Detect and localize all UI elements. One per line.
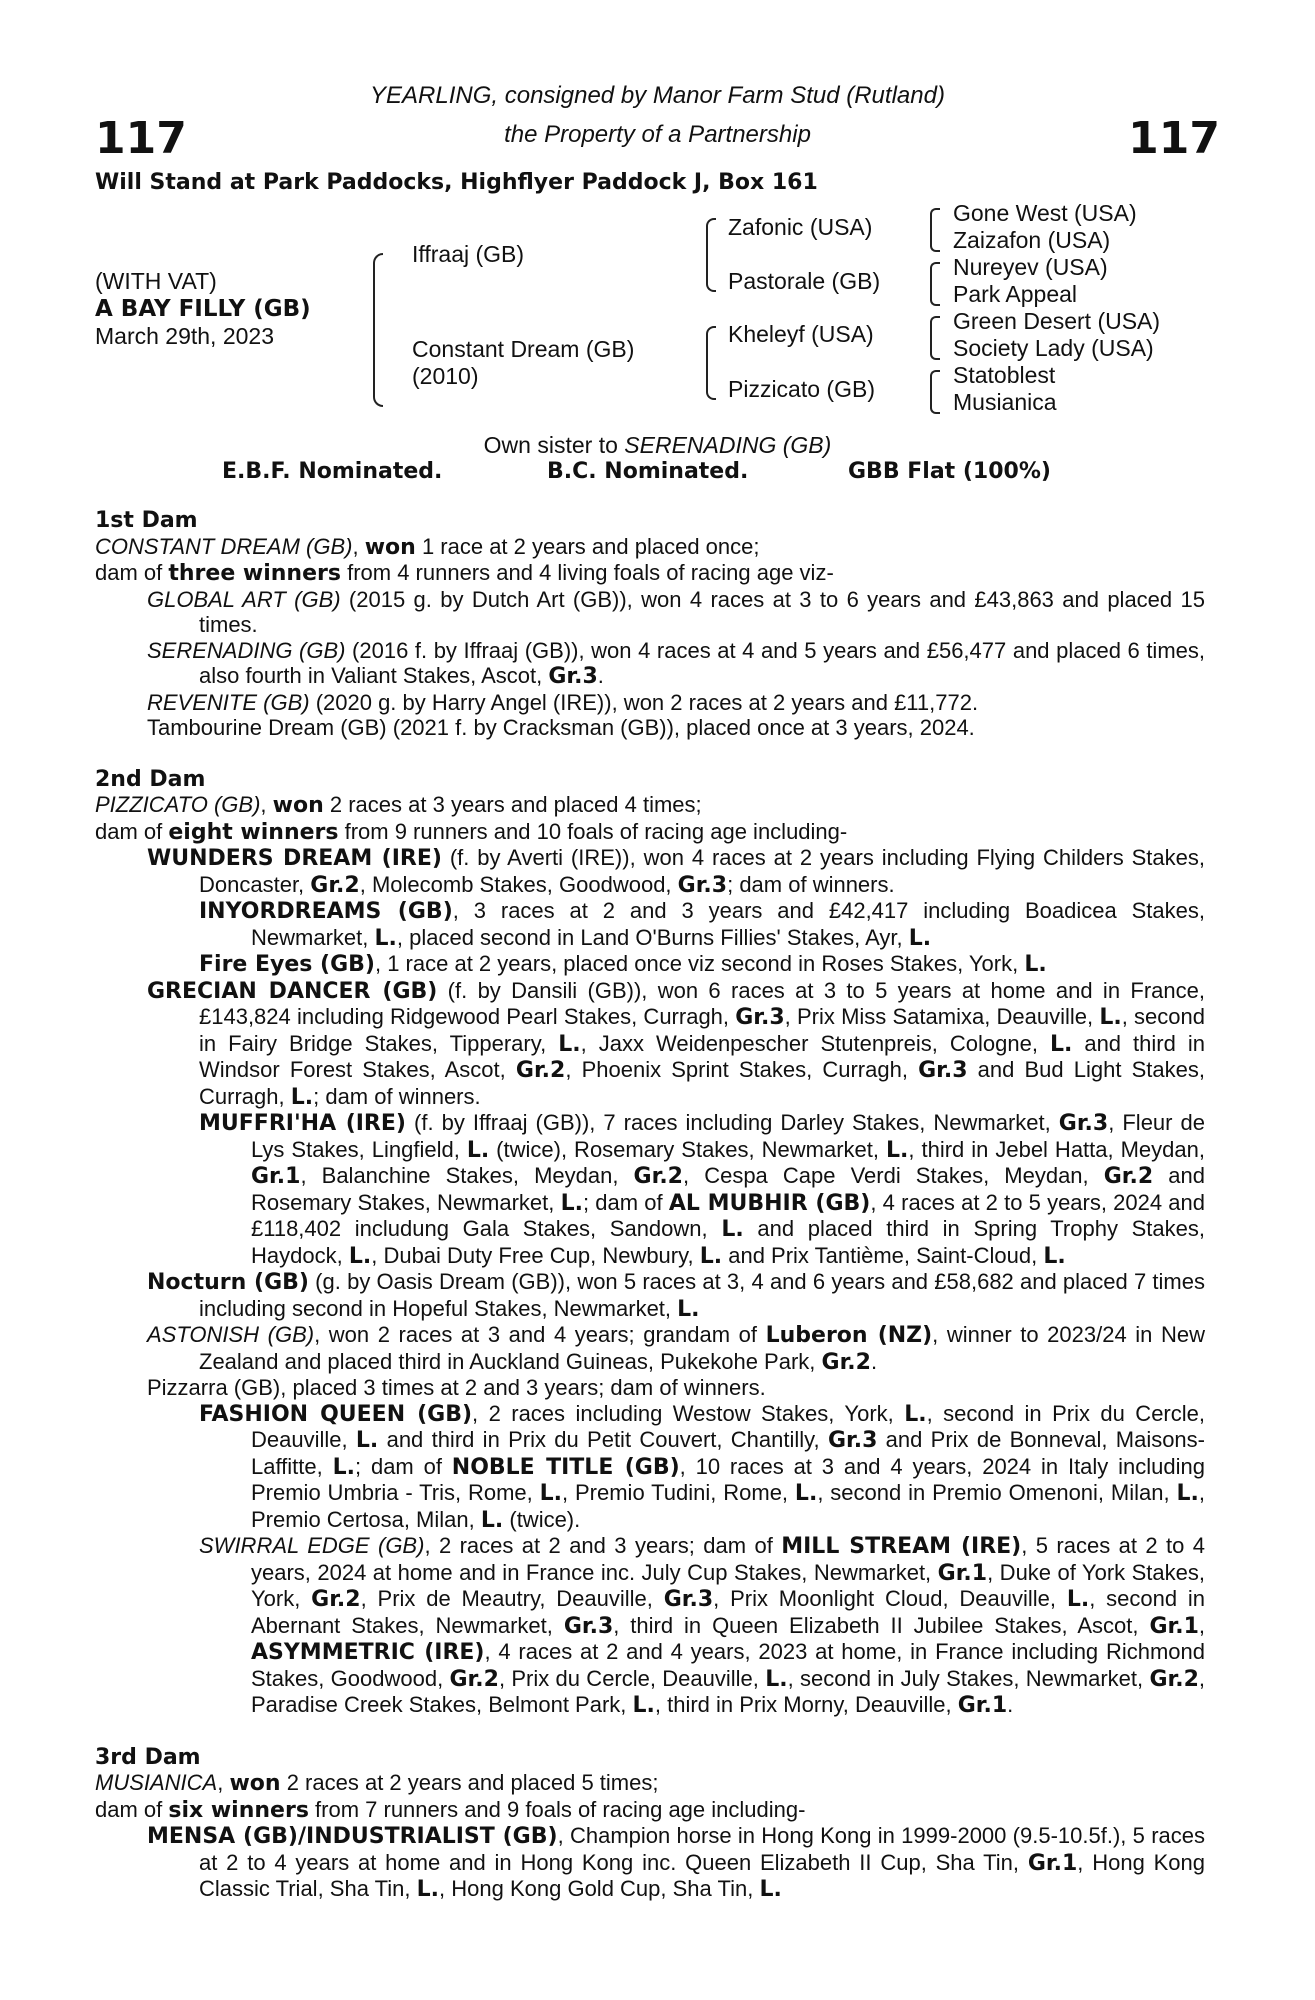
produce-entry: SWIRRAL EDGE (GB), 2 races at 2 and 3 years; dam of MILL STREAM (IRE), 5 races at 2 to 4 years, 2024 at home and in France inc. July Cup Stakes, Newmarket, Gr.1, Duke of York Stakes, York, Gr.2, Prix de Meautry, Deauville, Gr.3, Prix Moonlight Cloud, Deauville, L., second in Abernant Stakes, Newmarket, Gr.3, third in Queen Elizabeth II Jubilee Stakes, Ascot, Gr.1, ASYMMETRIC (IRE), 4 races at 2 and 4 years, 2023 at home, in France including Richmond Stakes, Goodwood, Gr.2, Prix du Cercle, Deauville, L., second in July Stakes, Newmarket, Gr.2, Paradise Creek Stakes, Belmont Park, L., third in Prix Morny, Deauville, Gr.1. [199, 1533, 1206, 1718]
third-dam-heading: 3rd Dam [95, 1744, 201, 1770]
pedigree-brace-dam [706, 326, 716, 400]
pedigree-brace-sire [706, 218, 716, 292]
third-dam-line: MUSIANICA, won 2 races at 2 years and placed 5 times; [95, 1770, 659, 1796]
gen3-6: Society Lady (USA) [953, 335, 1154, 361]
vat-label: (WITH VAT) [95, 268, 217, 294]
horse-name: A BAY FILLY (GB) [95, 296, 311, 322]
dam-records [95, 508, 1205, 1903]
second-dam-heading: 2nd Dam [95, 766, 206, 792]
gen3-7: Statoblest [953, 362, 1056, 388]
lot-number-right: 117 [1128, 113, 1220, 164]
pedigree-brace-g4 [930, 370, 940, 414]
produce-entry: Fire Eyes (GB), 1 race at 2 years, placed once viz second in Roses Stakes, York, L. [199, 951, 1047, 977]
gen3-5: Green Desert (USA) [953, 308, 1161, 334]
produce-entry: Pizzarra (GB), placed 3 times at 2 and 3 years; dam of winners. [147, 1375, 766, 1400]
gen3-2: Zaizafon (USA) [953, 227, 1111, 253]
ebf-note: E.B.F. Nominated. [222, 459, 443, 484]
dam-name: Constant Dream (GB) [412, 336, 635, 362]
pedigree-brace-g1 [930, 208, 940, 252]
dam-year: (2010) [412, 363, 479, 389]
dam-dam: Pizzicato (GB) [728, 376, 875, 402]
sire-sire: Zafonic (USA) [728, 214, 873, 240]
first-dam-produce-line: dam of three winners from 4 runners and 4 living foals of racing age viz- [95, 560, 834, 586]
location-line: Will Stand at Park Paddocks, Highflyer Paddock J, Box 161 [95, 170, 818, 195]
produce-entry: Nocturn (GB) (g. by Oasis Dream (GB)), won 5 races at 3, 4 and 6 years and £58,682 and placed 7 times including second in Hopeful Stakes, Newmarket, L. [147, 1269, 1205, 1322]
first-dam-line: CONSTANT DREAM (GB), won 1 race at 2 years and placed once; [95, 533, 760, 560]
third-dam-produce-line: dam of six winners from 7 runners and 9 foals of racing age including- [95, 1796, 806, 1823]
dam-sire: Kheleyf (USA) [728, 321, 874, 347]
lot-number-left: 117 [95, 113, 187, 164]
produce-entry: WUNDERS DREAM (IRE) (f. by Averti (IRE)), won 4 races at 2 years including Flying Childers Stakes, Doncaster, Gr.2, Molecomb Stakes, Goodwood, Gr.3; dam of winners. [147, 845, 1205, 898]
gen3-3: Nureyev (USA) [953, 254, 1108, 280]
produce-entry: REVENITE (GB) (2020 g. by Harry Angel (IRE)), won 2 races at 2 years and £11,772. [147, 689, 979, 715]
property-line: the Property of a Partnership [504, 121, 811, 148]
pedigree-brace-main [373, 253, 383, 407]
produce-entry: GLOBAL ART (GB) (2015 g. by Dutch Art (GB)), won 4 races at 3 to 6 years and £43,863 and placed 15 times. [147, 586, 1205, 637]
pedigree-brace-g2 [930, 262, 940, 306]
produce-entry: MUFFRI'HA (IRE) (f. by Iffraaj (GB)), 7 races including Darley Stakes, Newmarket, Gr.3, Fleur de Lys Stakes, Lingfield, L. (twice), Rosemary Stakes, Newmarket, L., third in Jebel Hatta, Meydan, Gr.1, Balanchine Stakes, Meydan, Gr.2, Cespa Cape Verdi Stakes, Meydan, Gr.2 and Rosemary Stakes, Newmarket, L.; dam of AL MUBHIR (GB), 4 races at 2 to 5 years, 2024 and £118,402 includung Gala Stakes, Sandown, L. and placed third in Spring Trophy Stakes, Haydock, L., Dubai Duty Free Cup, Newbury, L. and Prix Tantième, Saint-Cloud, L. [199, 1110, 1206, 1269]
second-dam-line: PIZZICATO (GB), won 2 races at 3 years and placed 4 times; [95, 792, 702, 818]
produce-entry: FASHION QUEEN (GB), 2 races including Westow Stakes, York, L., second in Prix du Cercle, Deauville, L. and third in Prix du Petit Couvert, Chantilly, Gr.3 and Prix de Bonneval, Maisons-Laffitte, L.; dam of NOBLE TITLE (GB), 10 races at 3 and 4 years, 2024 in Italy including Premio Umbria - Tris, Rome, L., Premio Tudini, Rome, L., second in Premio Omenoni, Milan, L., Premio Certosa, Milan, L. (twice). [199, 1400, 1205, 1533]
sister-line [0, 432, 1315, 459]
bc-note: B.C. Nominated. [547, 459, 749, 484]
first-dam-heading: 1st Dam [95, 508, 198, 533]
produce-entry: ASTONISH (GB), won 2 races at 3 and 4 years; grandam of Luberon (NZ), winner to 2023/24 in New Zealand and placed third in Auckland Guineas, Pukekohe Park, Gr.2. [147, 1322, 1205, 1375]
sister-name: SERENADING (GB) [624, 432, 832, 458]
produce-entry: GRECIAN DANCER (GB) (f. by Dansili (GB)), won 6 races at 3 to 5 years at home and in France, £143,824 including Ridgewood Pearl Stakes, Curragh, Gr.3, Prix Miss Satamixa, Deauville, L., second in Fairy Bridge Stakes, Tipperary, L., Jaxx Weidenpescher Stutenpreis, Cologne, L. and third in Windsor Forest Stakes, Ascot, Gr.2, Phoenix Sprint Stakes, Curragh, Gr.3 and Bud Light Stakes, Curragh, L.; dam of winners. [147, 977, 1205, 1110]
gen3-8: Musianica [953, 389, 1057, 415]
produce-entry: Tambourine Dream (GB) (2021 f. by Cracksman (GB)), placed once at 3 years, 2024. [147, 715, 975, 740]
foaling-date: March 29th, 2023 [95, 323, 275, 349]
sire-name: Iffraaj (GB) [412, 241, 525, 267]
sister-prefix: Own sister to [483, 432, 625, 458]
gen3-4: Park Appeal [953, 281, 1078, 307]
produce-entry: INYORDREAMS (GB), 3 races at 2 and 3 years and £42,417 including Boadicea Stakes, Newmarket, L., placed second in Land O'Burns Fillies' Stakes, Ayr, L. [199, 898, 1205, 951]
gbb-note: GBB Flat (100%) [848, 459, 1051, 484]
produce-entry: SERENADING (GB) (2016 f. by Iffraaj (GB)), won 4 races at 4 and 5 years and £56,477 and placed 6 times, also fourth in Valiant Stakes, Ascot, Gr.3. [147, 637, 1205, 689]
sire-dam: Pastorale (GB) [728, 268, 881, 294]
gen3-1: Gone West (USA) [953, 200, 1137, 226]
second-dam-produce-line: dam of eight winners from 9 runners and 10 foals of racing age including- [95, 818, 848, 845]
produce-entry: MENSA (GB)/INDUSTRIALIST (GB), Champion horse in Hong Kong in 1999-2000 (9.5-10.5f.), 5 races at 2 to 4 years at home and in Hong Kong inc. Queen Elizabeth II Cup, Sha Tin, Gr.1, Hong Kong Classic Trial, Sha Tin, L., Hong Kong Gold Cup, Sha Tin, L. [147, 1823, 1206, 1902]
pedigree-brace-g3 [930, 316, 940, 360]
consignor-line: YEARLING, consigned by Manor Farm Stud (Rutland) [370, 82, 945, 109]
